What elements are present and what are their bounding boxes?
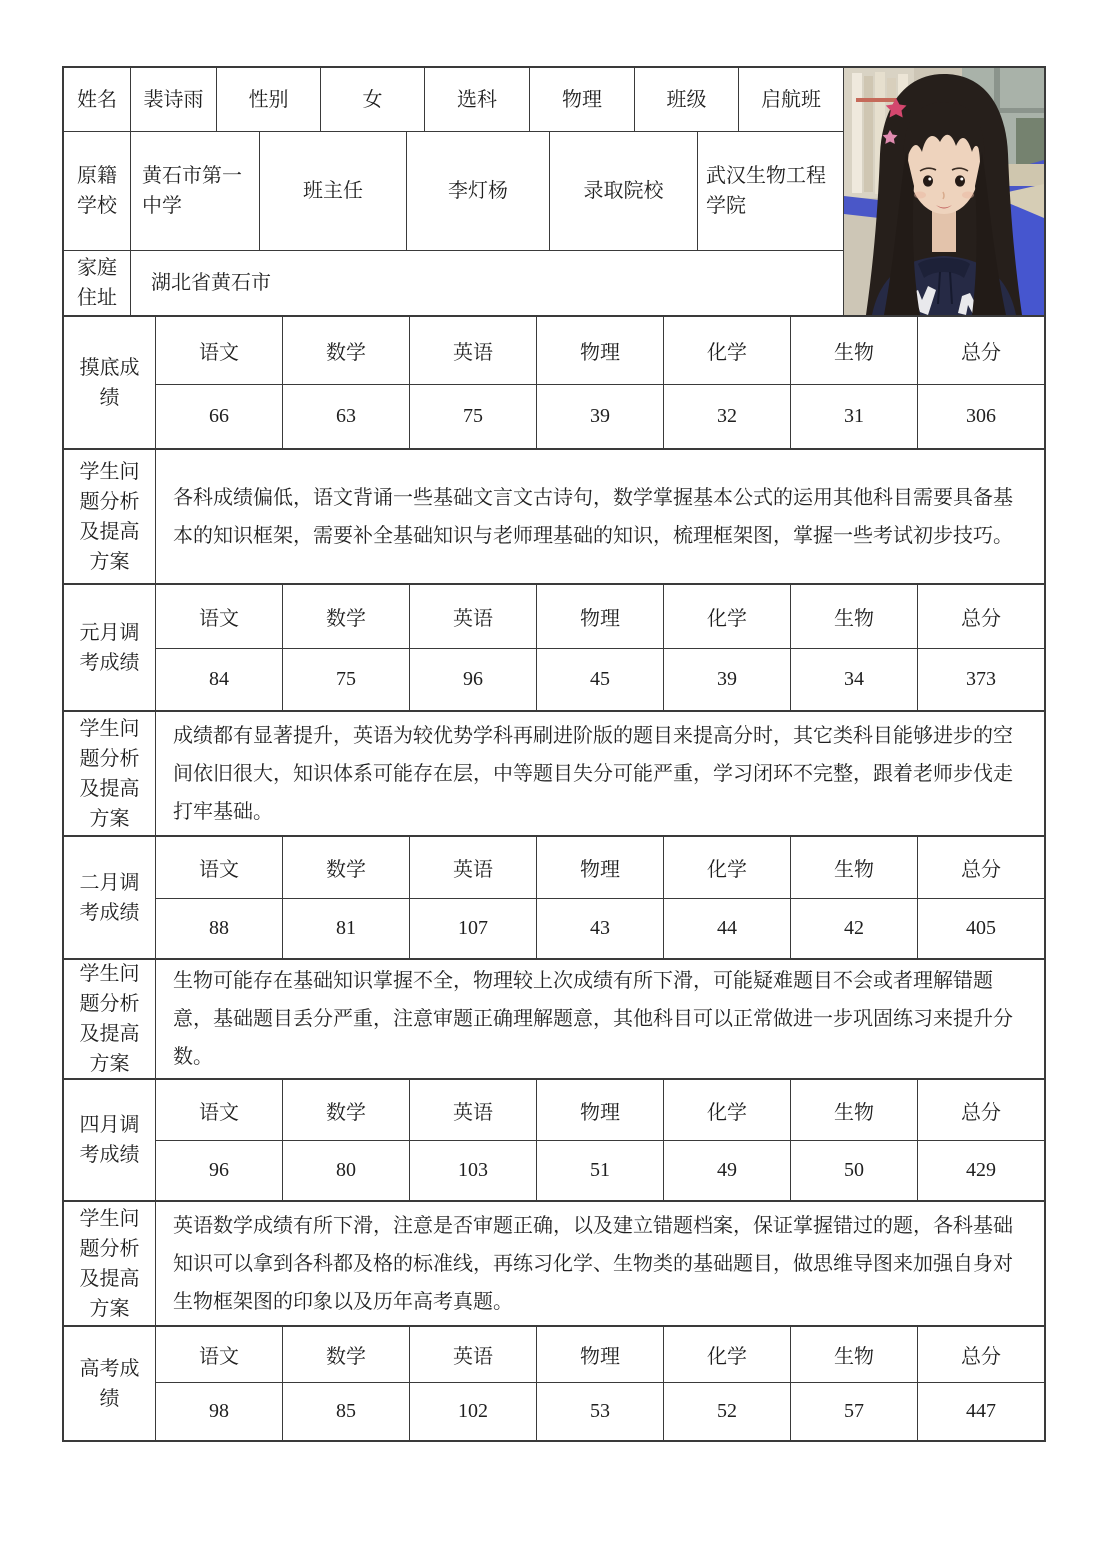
score-value: 84 <box>156 649 283 710</box>
score-value: 373 <box>966 668 996 690</box>
subject-header: 数学 <box>283 837 410 898</box>
subject-header: 物理 <box>537 1080 664 1140</box>
analysis-section-2 <box>64 712 1044 837</box>
analysis-section-label: 学生问题分析及提高方案 <box>64 450 156 583</box>
subject-header-row <box>156 317 1044 385</box>
subject-header: 生物 <box>791 317 918 384</box>
score-value: 98 <box>156 1383 283 1440</box>
college-label: 录取院校 <box>550 132 698 250</box>
origin-school-value: 黄石市第一中学 <box>131 132 260 250</box>
score-value: 81 <box>283 899 410 958</box>
score-value: 75 <box>283 649 410 710</box>
elective-value: 物理 <box>530 68 635 131</box>
score-value: 103 <box>410 1141 537 1200</box>
profile-fields <box>64 68 843 315</box>
score-value: 88 <box>156 899 283 958</box>
score-value: 75 <box>410 385 537 448</box>
score-value: 63 <box>283 385 410 448</box>
subject-header: 生物 <box>791 585 918 648</box>
name-value: 裴诗雨 <box>131 68 217 131</box>
score-values-row <box>156 899 1044 958</box>
subject-header: 物理 <box>537 837 664 898</box>
subject-header-row <box>156 1080 1044 1141</box>
score-grid <box>156 1080 1044 1200</box>
score-section-february <box>64 837 1044 960</box>
class-label: 班级 <box>635 68 739 131</box>
score-value: 32 <box>664 385 791 448</box>
subject-header: 物理 <box>537 317 664 384</box>
score-grid <box>156 1327 1044 1440</box>
analysis-text: 英语数学成绩有所下滑，注意是否审题正确，以及建立错题档案，保证掌握错过的题，各科基础知识可以拿到各科都及格的标准线，再练习化学、生物类的基础题目，做思维导图来加强自身对生物框架图的印象以及历年高考真题。 <box>173 1214 1013 1313</box>
head-teacher-label: 班主任 <box>260 132 407 250</box>
score-values-row <box>156 1383 1044 1440</box>
subject-header: 总分 <box>961 1346 1001 1368</box>
student-photo-illustration <box>844 68 1044 315</box>
score-value: 52 <box>664 1383 791 1440</box>
subject-header: 总分 <box>961 859 1001 881</box>
analysis-section-1 <box>64 450 1044 585</box>
subject-header: 英语 <box>410 317 537 384</box>
score-value: 43 <box>537 899 664 958</box>
score-section-label: 摸底成绩 <box>64 317 156 448</box>
score-value: 45 <box>537 649 664 710</box>
class-value: 启航班 <box>761 88 821 111</box>
score-value: 447 <box>966 1400 996 1422</box>
analysis-text: 生物可能存在基础知识掌握不全，物理较上次成绩有所下滑，可能疑难题目不会或者理解错题意，基础题目丢分严重，注意审题正确理解题意，其他科目可以正常做进一步巩固练习来提升分数。 <box>173 970 1013 1068</box>
score-section-label: 元月调考成绩 <box>64 585 156 710</box>
score-value: 53 <box>537 1383 664 1440</box>
score-value: 44 <box>664 899 791 958</box>
score-value: 39 <box>537 385 664 448</box>
profile-section <box>64 68 1044 317</box>
score-value: 66 <box>156 385 283 448</box>
head-teacher-value: 李灯杨 <box>407 132 550 250</box>
score-value: 57 <box>791 1383 918 1440</box>
score-values-row <box>156 1141 1044 1200</box>
subject-header: 英语 <box>410 1080 537 1140</box>
gender-value: 女 <box>321 68 425 131</box>
score-value: 49 <box>664 1141 791 1200</box>
subject-header: 化学 <box>664 837 791 898</box>
score-value: 96 <box>156 1141 283 1200</box>
subject-header: 生物 <box>791 837 918 898</box>
score-value: 80 <box>283 1141 410 1200</box>
analysis-section-3 <box>64 960 1044 1080</box>
origin-school-label: 原籍学校 <box>64 132 131 250</box>
subject-header: 数学 <box>283 585 410 648</box>
score-value: 51 <box>537 1141 664 1200</box>
score-value: 34 <box>791 649 918 710</box>
score-section-april <box>64 1080 1044 1202</box>
subject-header: 英语 <box>410 837 537 898</box>
profile-row-2 <box>64 132 843 251</box>
subject-header: 语文 <box>156 317 283 384</box>
score-section-january <box>64 585 1044 712</box>
subject-header: 英语 <box>410 1327 537 1382</box>
subject-header: 生物 <box>791 1080 918 1140</box>
subject-header: 化学 <box>664 585 791 648</box>
subject-header: 数学 <box>283 1080 410 1140</box>
score-grid <box>156 317 1044 448</box>
subject-header: 语文 <box>156 1080 283 1140</box>
score-value: 429 <box>966 1159 996 1181</box>
subject-header: 英语 <box>410 585 537 648</box>
score-section-label: 四月调考成绩 <box>64 1080 156 1200</box>
score-value: 42 <box>791 899 918 958</box>
score-value: 39 <box>664 649 791 710</box>
name-label: 姓名 <box>64 68 131 131</box>
subject-header: 总分 <box>961 608 1001 630</box>
score-value: 31 <box>791 385 918 448</box>
analysis-text: 各科成绩偏低，语文背诵一些基础文言文古诗句，数学掌握基本公式的运用其他科目需要具备基本的知识框架，需要补全基础知识与老师理基础的知识，梳理框架图，掌握一些考试初步技巧。 <box>173 486 1013 547</box>
subject-header: 化学 <box>664 1327 791 1382</box>
subject-header-row <box>156 837 1044 899</box>
score-values-row <box>156 385 1044 448</box>
score-grid <box>156 585 1044 710</box>
score-grid <box>156 837 1044 958</box>
subject-header: 语文 <box>156 585 283 648</box>
address-value: 湖北省黄石市 <box>151 272 271 294</box>
subject-header: 物理 <box>537 585 664 648</box>
student-photo <box>843 68 1044 315</box>
score-values-row <box>156 649 1044 710</box>
subject-header: 生物 <box>791 1327 918 1382</box>
score-value: 96 <box>410 649 537 710</box>
score-value: 107 <box>410 899 537 958</box>
profile-row-3 <box>64 251 843 315</box>
subject-header: 数学 <box>283 1327 410 1382</box>
score-value: 405 <box>966 917 996 939</box>
score-section-gaokao <box>64 1327 1044 1440</box>
elective-label: 选科 <box>425 68 530 131</box>
analysis-section-label: 学生问题分析及提高方案 <box>64 960 156 1078</box>
score-value: 102 <box>410 1383 537 1440</box>
subject-header: 数学 <box>283 317 410 384</box>
college-value: 武汉生物工程学院 <box>706 165 826 218</box>
score-section-label: 二月调考成绩 <box>64 837 156 958</box>
subject-header: 化学 <box>664 1080 791 1140</box>
analysis-text: 成绩都有显著提升，英语为较优势学科再刷进阶版的题目来提高分时，其它类科目能够进步的空间依旧很大，知识体系可能存在层，中等题目失分可能严重，学习闭环不完整，跟着老师步伐走打牢基础。 <box>173 724 1013 823</box>
analysis-section-label: 学生问题分析及提高方案 <box>64 1202 156 1325</box>
subject-header: 语文 <box>156 1327 283 1382</box>
score-value: 50 <box>791 1141 918 1200</box>
gender-label: 性别 <box>217 68 321 131</box>
score-section-label: 高考成绩 <box>64 1327 156 1440</box>
profile-row-1 <box>64 68 843 132</box>
analysis-section-4 <box>64 1202 1044 1327</box>
student-record-table <box>62 66 1046 1442</box>
subject-header-row <box>156 1327 1044 1383</box>
score-section-baseline <box>64 317 1044 450</box>
address-label: 家庭住址 <box>64 251 131 315</box>
subject-header: 总分 <box>961 1101 1001 1124</box>
score-value: 306 <box>966 405 996 427</box>
subject-header: 物理 <box>537 1327 664 1382</box>
subject-header: 化学 <box>664 317 791 384</box>
subject-header: 总分 <box>961 342 1001 364</box>
subject-header-row <box>156 585 1044 649</box>
subject-header: 语文 <box>156 837 283 898</box>
score-value: 85 <box>283 1383 410 1440</box>
analysis-section-label: 学生问题分析及提高方案 <box>64 712 156 835</box>
